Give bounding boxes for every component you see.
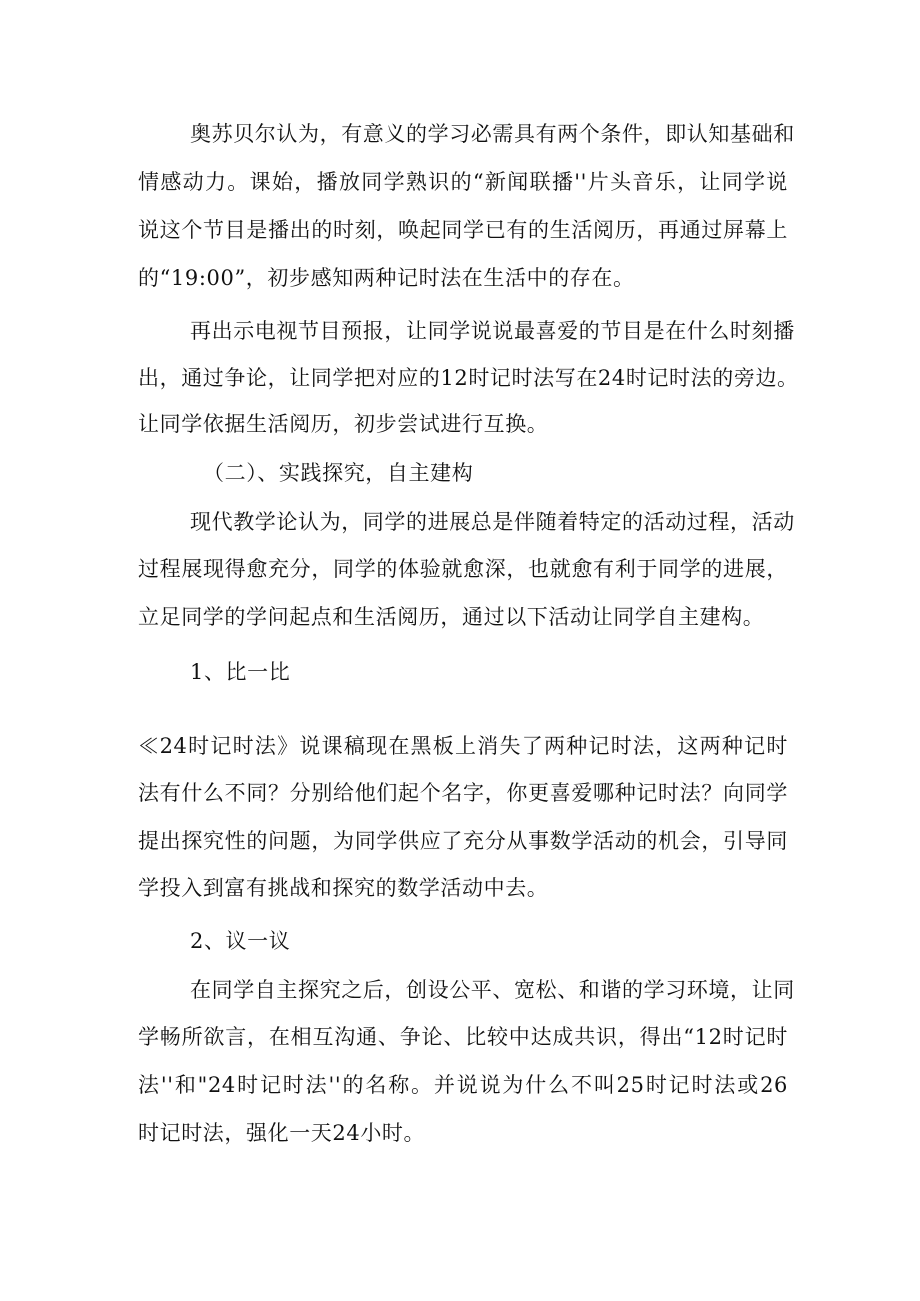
subheading-compare: 1、比一比 <box>190 660 291 684</box>
paragraph-3-line-2: 过程展现得愈充分，同学的体验就愈深，也就愈有利于同学的进展， <box>138 557 788 581</box>
section-heading: （二）、实践探究，自主建构 <box>203 461 474 485</box>
paragraph-2-line-1: 再出示电视节目预报，让同学说说最喜爱的节目是在什么时刻播 <box>190 319 795 343</box>
paragraph-5-line-3: 法''和"24时记时法''的名称。并说说为什么不叫25时记时法或26 <box>138 1073 788 1097</box>
paragraph-4-line-1: ≪24时记时法》说课稿现在黑板上消失了两种记时法，这两种记时 <box>138 734 788 758</box>
paragraph-1-line-4: 的“19:00”，初步感知两种记时法在生活中的存在。 <box>138 266 635 290</box>
paragraph-4-line-4: 学投入到富有挑战和探究的数学活动中去。 <box>138 876 549 900</box>
paragraph-3-line-1: 现代教学论认为，同学的进展总是伴随着特定的活动过程，活动 <box>190 510 795 534</box>
paragraph-5-line-1: 在同学自主探究之后，创设公平、宽松、和谐的学习环境，让同 <box>190 978 795 1002</box>
paragraph-4-line-2: 法有什么不同？分别给他们起个名字，你更喜爱哪种记时法？向同学 <box>138 781 788 805</box>
paragraph-1-line-2: 情感动力。课始，播放同学熟识的“新闻联播''片头音乐，让同学说 <box>138 170 788 194</box>
paragraph-3-line-3: 立足同学的学问起点和生活阅历，通过以下活动让同学自主建构。 <box>138 605 765 629</box>
paragraph-1-line-3: 说这个节目是播出的时刻，唤起同学已有的生活阅历，再通过屏幕上 <box>138 218 788 242</box>
paragraph-2-line-2: 出，通过争论，让同学把对应的12时记时法写在24时记时法的旁边。 <box>138 366 799 390</box>
paragraph-2-line-3: 让同学依据生活阅历，初步尝试进行互换。 <box>138 412 549 436</box>
paragraph-5-line-4: 时记时法，强化一天24小时。 <box>138 1121 426 1145</box>
paragraph-5-line-2: 学畅所欲言，在相互沟通、争论、比较中达成共识，得出“12时记时 <box>138 1025 788 1049</box>
subheading-discuss: 2、议一议 <box>190 929 291 953</box>
paragraph-1-line-1: 奥苏贝尔认为，有意义的学习必需具有两个条件，即认知基础和 <box>190 122 795 146</box>
paragraph-4-line-3: 提出探究性的问题，为同学供应了充分从事数学活动的机会，引导同 <box>138 829 788 853</box>
